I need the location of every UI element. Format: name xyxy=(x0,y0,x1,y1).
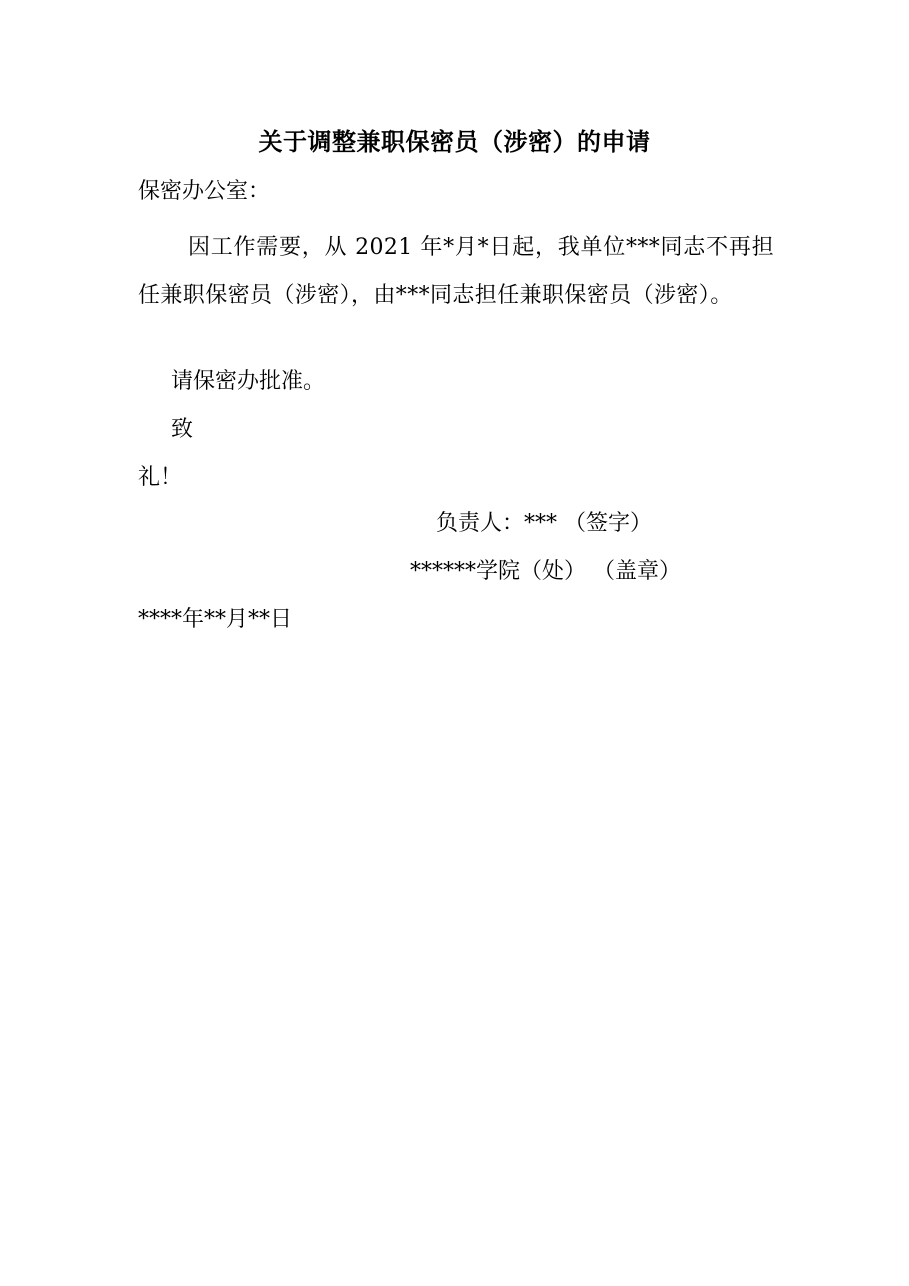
document-title: 关于调整兼职保密员（涉密）的申请 xyxy=(258,127,651,156)
closing-regards: 礼！ xyxy=(138,465,183,490)
unit-stamp-line: ******学院（处） （盖章） xyxy=(410,559,681,584)
date-line: ****年**月**日 xyxy=(138,607,293,632)
closing-to: 致 xyxy=(171,417,194,442)
body-paragraph: 因工作需要，从 2021 年*月*日起，我单位***同志不再担任兼职保密员（涉密），由***同志担任兼职保密员（涉密）。 xyxy=(138,235,774,308)
request-line: 请保密办批准。 xyxy=(171,369,326,394)
signer-line: 负责人：*** （签字） xyxy=(436,511,652,536)
salutation: 保密办公室： xyxy=(138,179,271,204)
